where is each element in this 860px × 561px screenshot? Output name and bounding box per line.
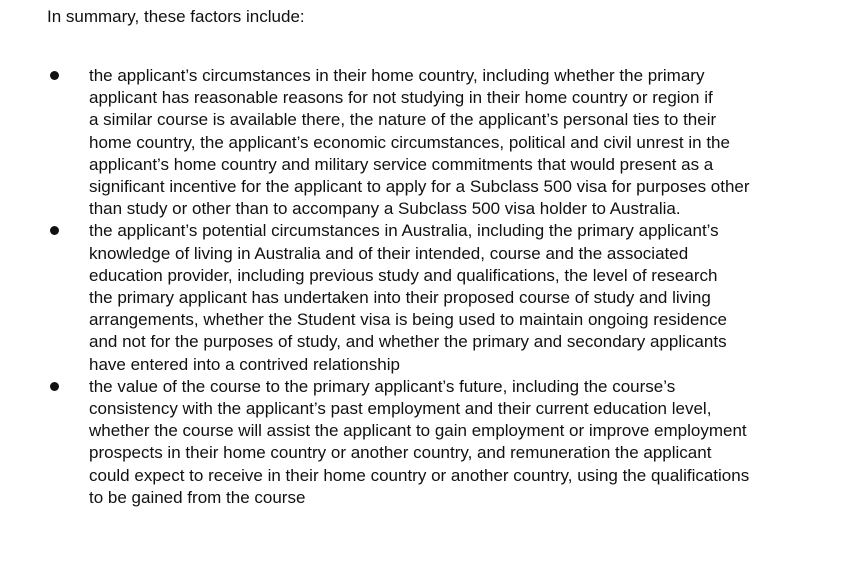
text-line: whether the course will assist the applicant to gain employment or improve employment [89, 421, 747, 441]
text-line: prospects in their home country or another country, and remuneration the applicant [89, 443, 712, 463]
bullet-icon [50, 71, 59, 80]
summary-intro: In summary, these factors include: [47, 7, 305, 26]
text-line: the applicant’s potential circumstances in Australia, including the primary applicant’s [89, 221, 719, 241]
factor-item-home-country [0, 65, 860, 220]
text-line: could expect to receive in their home country or another country, using the qualifications [89, 465, 750, 485]
text-line: a similar course is available there, the nature of the applicant’s personal ties to their [89, 110, 717, 130]
text-line: education provider, including previous study and qualifications, the level of research [89, 265, 718, 285]
factors-list [0, 65, 860, 509]
text-line: than study or other than to accompany a Subclass 500 visa holder to Australia. [89, 199, 681, 219]
text-line: significant incentive for the applicant to apply for a Subclass 500 visa for purposes other [89, 177, 750, 197]
factor-item-course-value [0, 376, 860, 509]
text-line: consistency with the applicant’s past employment and their current education level, [89, 399, 712, 419]
text-line: have entered into a contrived relationship [89, 354, 400, 374]
factor-text [89, 220, 860, 375]
text-line: home country, the applicant’s economic circumstances, political and civil unrest in the [89, 132, 730, 152]
factor-text [89, 65, 860, 220]
text-line: arrangements, whether the Student visa is being used to maintain ongoing residence [89, 310, 727, 330]
factor-item-australia [0, 220, 860, 375]
text-line: applicant has reasonable reasons for not studying in their home country or region if [89, 88, 713, 108]
bullet-icon [50, 382, 59, 391]
factor-text [89, 376, 860, 509]
text-line: and not for the purposes of study, and whether the primary and secondary applicants [89, 332, 727, 352]
text-line: applicant’s home country and military service commitments that would present as a [89, 154, 714, 174]
text-line: to be gained from the course [89, 487, 306, 507]
text-line: the primary applicant has undertaken into their proposed course of study and living [89, 288, 711, 308]
text-line: the value of the course to the primary applicant’s future, including the course’s [89, 376, 676, 396]
text-line: the applicant’s circumstances in their home country, including whether the primary [89, 66, 705, 85]
bullet-icon [50, 226, 59, 235]
text-line: knowledge of living in Australia and of their intended, course and the associated [89, 243, 689, 263]
